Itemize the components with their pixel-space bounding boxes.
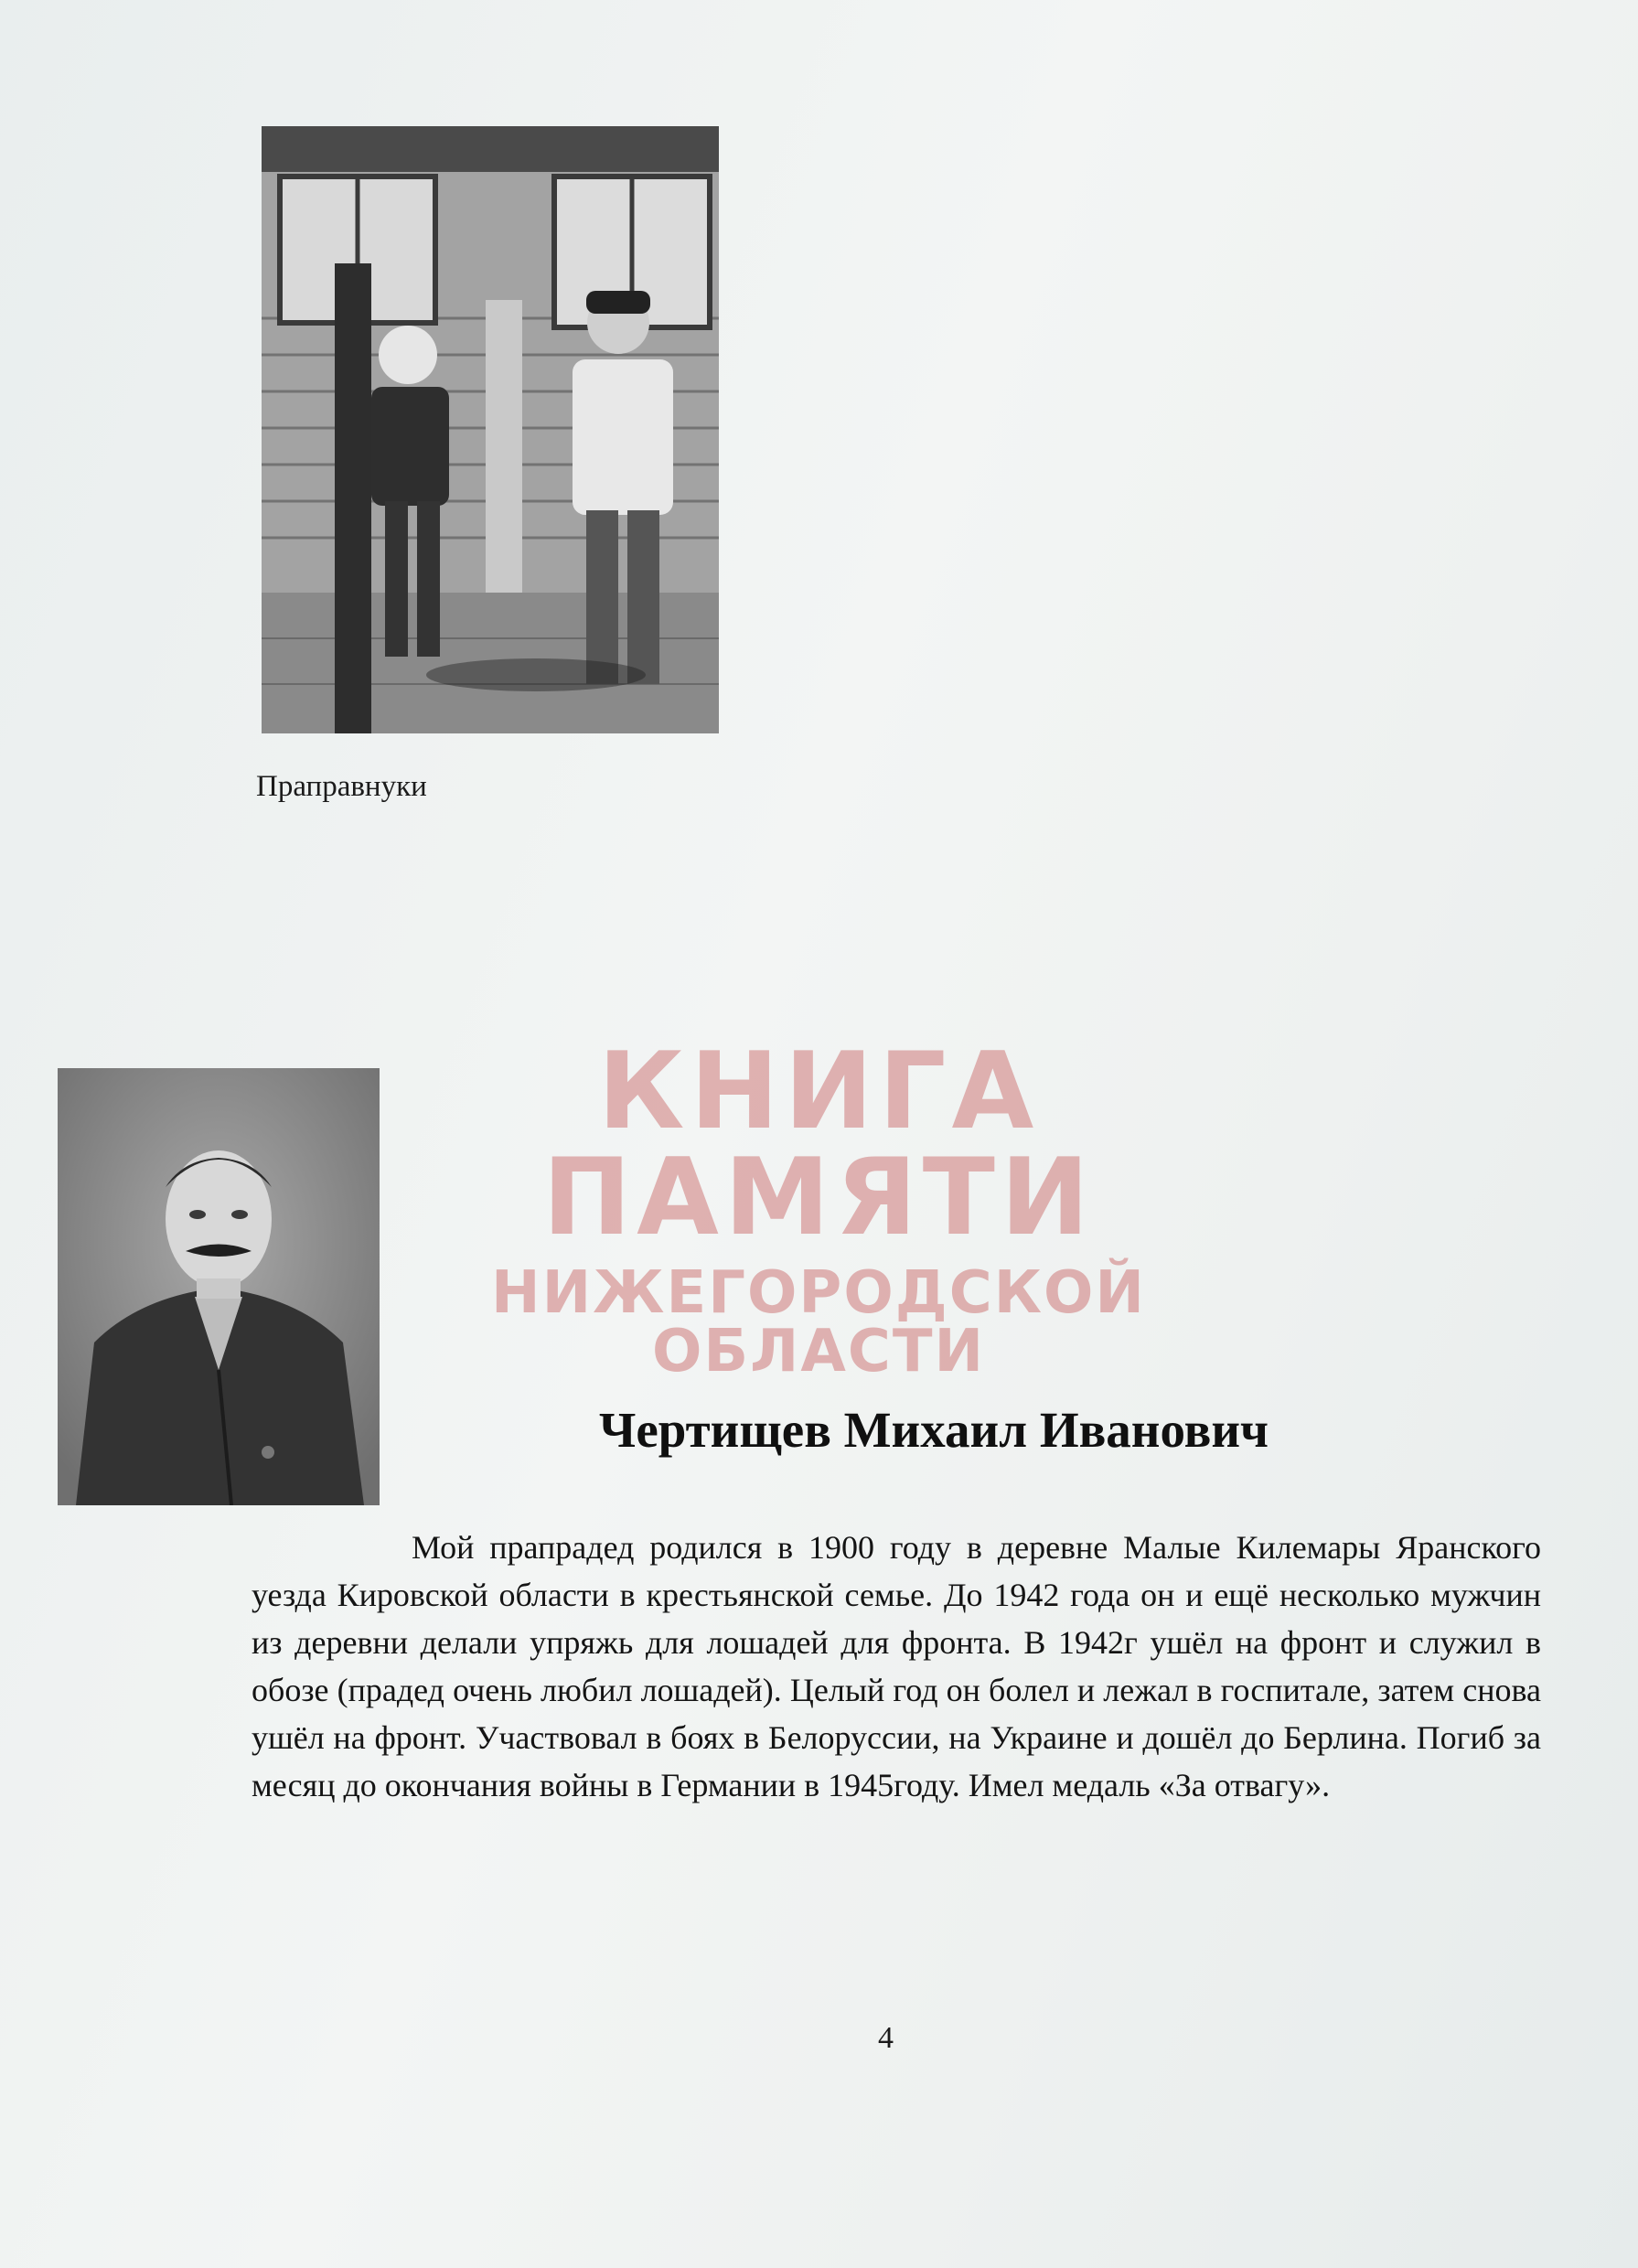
watermark-subtitle: НИЖЕГОРОДСКОЙ ОБЛАСТИ xyxy=(491,1259,1146,1385)
portrait-photo xyxy=(58,1068,380,1505)
person-name: Чертищев Михаил Иванович xyxy=(599,1402,1269,1458)
page-number: 4 xyxy=(878,2021,894,2055)
watermark xyxy=(361,1030,1276,1385)
great-great-grandchildren-photo xyxy=(262,126,719,733)
watermark-title: КНИГА ПАМЯТИ xyxy=(542,1030,1095,1259)
biography-text: Мой прапрадед родился в 1900 году в деревне Малые Килемары Яранского уезда Кировской области в крестьянской семье. До 1942 года он и ещё несколько мужчин из деревни делали упряжь для лошадей для фронта. В 1942г ушёл на фронт и служил в обозе (прадед очень любил лошадей). Целый год он болел и лежал в госпитале, затем снова ушёл на фронт. Участвовал в боях в Белоруссии, на Украине и дошёл до Берлина. Погиб за месяц до окончания войны в Германии в 1945году. Имел медаль «За отвагу». xyxy=(252,1529,1541,1803)
photo-caption: Праправнуки xyxy=(256,770,427,803)
portrait-image xyxy=(58,1068,380,1505)
photo-children-image xyxy=(262,126,719,733)
